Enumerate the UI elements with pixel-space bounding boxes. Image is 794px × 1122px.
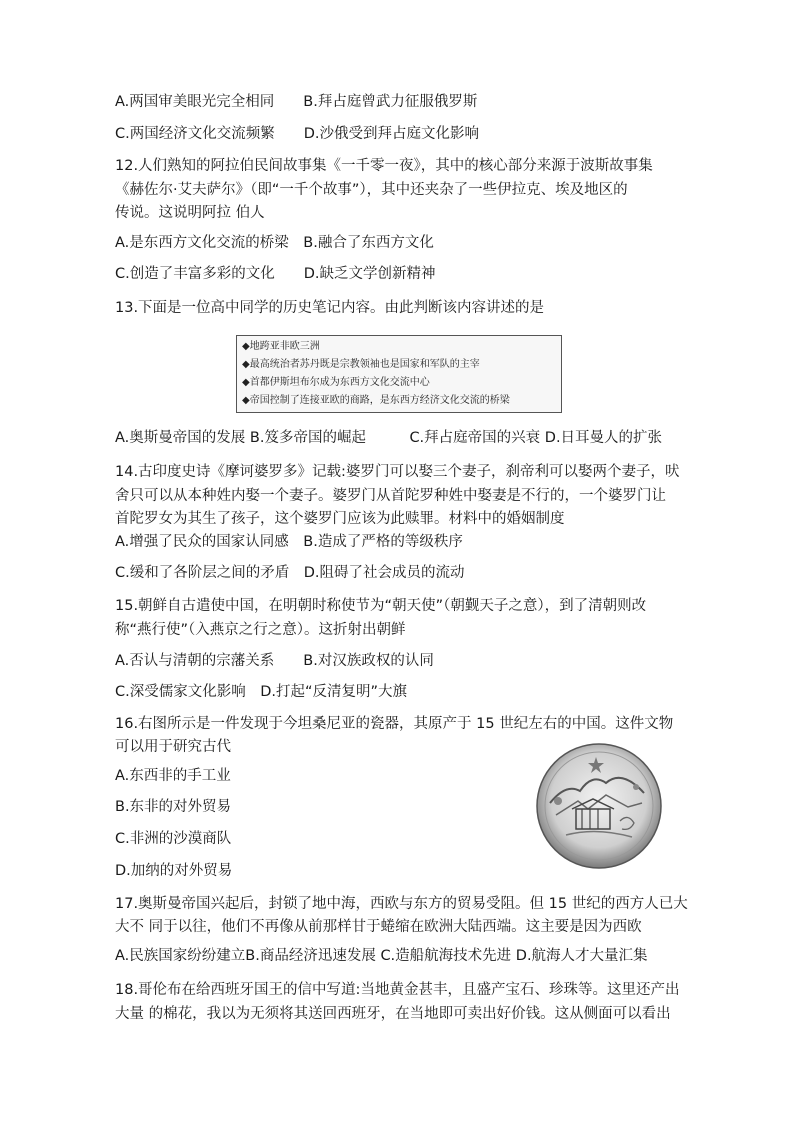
q15-stem-line-2: 称“燕行使”（入燕京之行之意）。这折射出朝鲜 [115,622,406,638]
q18-stem-line-1: 18.哥伦布在给西班牙国王的信中写道:当地黄金甚丰，且盛产宝石、珍珠等。这里还产出 [115,982,680,998]
q12-options-cd: C.创造了丰富多彩的文化 D.缺乏文学创新精神 [115,266,436,282]
q11-options-ab: A.两国审美眼光完全相同 B.拜占庭曾武力征服俄罗斯 [115,94,478,110]
q17-options: A.民族国家纷纷建立B.商品经济迅速发展 C.造船航海技术先进 D.航海人才大量汇集 [115,948,648,964]
q12-options-ab: A.是东西方文化交流的桥梁 B.融合了东西方文化 [115,235,434,251]
q17-stem-line-1: 17.奥斯曼帝国兴起后，封锁了地中海，西欧与东方的贸易受阻。但 15 世纪的西方人已大 [115,896,688,912]
q14-options-cd: C.缓和了各阶层之间的矛盾 D.阻碍了社会成员的流动 [115,565,465,581]
porcelain-plate-image [536,743,662,869]
q13-note-2: ◆最高统治者苏丹既是宗教领袖也是国家和军队的主宰 [242,359,480,370]
q13-options: A.奥斯曼帝国的发展 B.笈多帝国的崛起 C.拜占庭帝国的兴衰 D.日耳曼人的扩张 [115,430,663,446]
q16-stem-line-2: 可以用于研究古代 [115,739,231,755]
q12-stem-line-1: 12.人们熟知的阿拉伯民间故事集《一千零一夜》，其中的核心部分来源于波斯故事集 [115,158,653,174]
q13-note-3: ◆首都伊斯坦布尔成为东西方文化交流中心 [242,377,430,388]
q16-option-d: D.加纳的对外贸易 [115,863,233,879]
q18-stem-line-2: 大量 的棉花，我以为无须将其送回西班牙，在当地即可卖出好价钱。这从侧面可以看出 [115,1006,671,1022]
q12-stem-line-2: 《赫佐尔·艾夫萨尔》（即“一千个故事”），其中还夹杂了一些伊拉克、埃及地区的 [115,182,628,198]
q14-options-ab: A.增强了民众的国家认同感 B.造成了严格的等级秩序 [115,534,463,550]
q16-option-b: B.东非的对外贸易 [115,799,232,815]
q13-notes-box [236,335,562,413]
q15-stem-line-1: 15.朝鲜自古遣使中国，在明朝时称使节为“朝天使”（朝觐天子之意），到了清朝则改 [115,598,647,614]
q15-options-cd: C.深受儒家文化影响 D.打起“反清复明”大旗 [115,684,408,700]
q16-option-c: C.非洲的沙漠商队 [115,831,232,847]
q13-note-1: ◆地跨亚非欧三洲 [242,341,320,352]
q16-stem-line-1: 16.右图所示是一件发现于今坦桑尼亚的瓷器，其原产于 15 世纪左右的中国。这件文物 [115,716,674,732]
q11-options-cd: C.两国经济文化交流频繁 D.沙俄受到拜占庭文化影响 [115,126,480,142]
q15-options-ab: A.否认与清朝的宗藩关系 B.对汉族政权的认同 [115,653,434,669]
q17-stem-line-2: 大不 同于以往，他们不再像从前那样甘于蜷缩在欧洲大陆西端。这主要是因为西欧 [115,919,642,935]
q13-note-4: ◆帝国控制了连接亚欧的商路，是东西方经济文化交流的桥梁 [242,395,510,406]
q12-stem-line-3: 传说。这说明阿拉 伯人 [115,205,265,221]
q14-stem-line-2: 舍只可以从本种姓内娶一个妻子。婆罗门从首陀罗种姓中娶妻是不行的，一个婆罗门让 [115,488,666,504]
q14-stem-line-1: 14.古印度史诗《摩诃婆罗多》记载:婆罗门可以娶三个妻子，刹帝利可以娶两个妻子，吠 [115,464,680,480]
q13-stem: 13.下面是一位高中同学的历史笔记内容。由此判断该内容讲述的是 [115,300,545,316]
q16-option-a: A.东西非的手工业 [115,768,231,784]
q14-stem-line-3: 首陀罗女为其生了孩子，这个婆罗门应该为此赎罪。材料中的婚姻制度 [115,511,565,527]
